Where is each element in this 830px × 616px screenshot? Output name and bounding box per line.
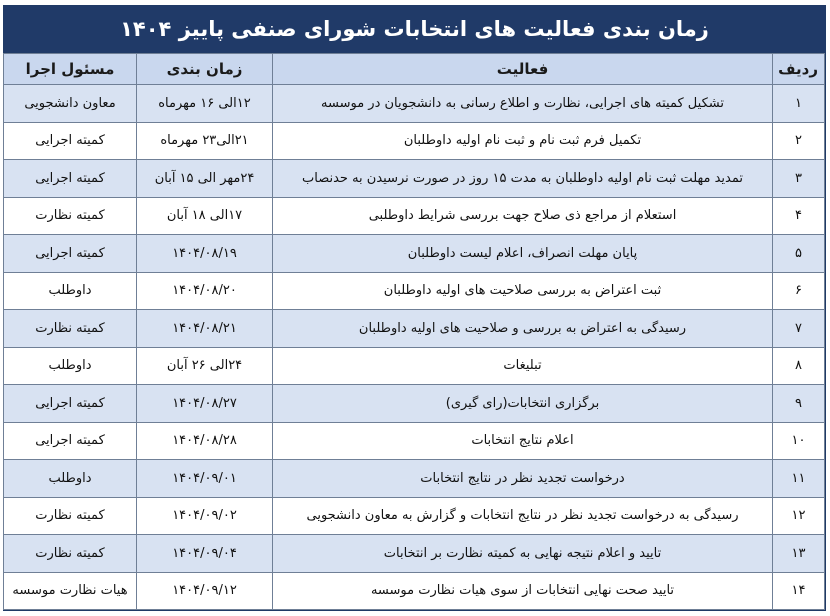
timing-cell: ۱۴۰۴/۰۸/۲۱	[137, 310, 273, 348]
activity-cell: تکمیل فرم ثبت نام و ثبت نام اولیه داوطلبان	[273, 122, 773, 160]
header-timing: زمان بندی	[137, 54, 273, 85]
header-row-number: ردیف	[773, 54, 825, 85]
table-row	[4, 272, 825, 310]
header-responsible: مسئول اجرا	[4, 54, 137, 85]
schedule-title: زمان بندی فعالیت های انتخابات شورای صنفی پاییز ۱۴۰۴	[4, 6, 825, 53]
responsible-cell: کمیته اجرایی	[4, 385, 137, 423]
row-number-cell: ۷	[773, 310, 825, 348]
table-row	[4, 197, 825, 235]
header-row	[4, 54, 825, 85]
activity-cell: تایید صحت نهایی انتخابات از سوی هیات نظارت موسسه	[273, 572, 773, 610]
table-row	[4, 85, 825, 123]
timing-cell: ۱۲الی ۱۶ مهرماه	[137, 85, 273, 123]
row-number-cell: ۱۳	[773, 535, 825, 573]
responsible-cell: داوطلب	[4, 460, 137, 498]
responsible-cell: کمیته نظارت	[4, 497, 137, 535]
responsible-cell: کمیته نظارت	[4, 535, 137, 573]
row-number-cell: ۱۱	[773, 460, 825, 498]
activity-cell: تشکیل کمیته های اجرایی، نظارت و اطلاع رسانی به دانشجویان در موسسه	[273, 85, 773, 123]
row-number-cell: ۱۲	[773, 497, 825, 535]
row-number-cell: ۵	[773, 235, 825, 273]
schedule-table	[3, 53, 825, 610]
timing-cell: ۱۴۰۴/۰۸/۲۸	[137, 422, 273, 460]
activity-cell: ثبت اعتراض به بررسی صلاحیت های اولیه داوطلبان	[273, 272, 773, 310]
timing-cell: ۱۴۰۴/۰۹/۰۱	[137, 460, 273, 498]
responsible-cell: کمیته اجرایی	[4, 122, 137, 160]
table-row	[4, 235, 825, 273]
timing-cell: ۲۴الی ۲۶ آبان	[137, 347, 273, 385]
timing-cell: ۱۴۰۴/۰۹/۱۲	[137, 572, 273, 610]
timing-cell: ۱۴۰۴/۰۹/۰۴	[137, 535, 273, 573]
responsible-cell: کمیته نظارت	[4, 310, 137, 348]
table-row	[4, 385, 825, 423]
activity-cell: برگزاری انتخابات(رای گیری)	[273, 385, 773, 423]
activity-cell: پایان مهلت انصراف، اعلام لیست داوطلبان	[273, 235, 773, 273]
timing-cell: ۲۴مهر الی ۱۵ آبان	[137, 160, 273, 198]
activity-cell: تبلیغات	[273, 347, 773, 385]
row-number-cell: ۸	[773, 347, 825, 385]
table-row	[4, 347, 825, 385]
row-number-cell: ۳	[773, 160, 825, 198]
timing-cell: ۱۴۰۴/۰۸/۲۷	[137, 385, 273, 423]
responsible-cell: کمیته اجرایی	[4, 235, 137, 273]
table-row	[4, 422, 825, 460]
activity-cell: استعلام از مراجع ذی صلاح جهت بررسی شرایط داوطلبی	[273, 197, 773, 235]
schedule-sheet	[3, 5, 826, 611]
table-row	[4, 122, 825, 160]
timing-cell: ۱۴۰۴/۰۸/۱۹	[137, 235, 273, 273]
timing-cell: ۱۴۰۴/۰۸/۲۰	[137, 272, 273, 310]
responsible-cell: کمیته اجرایی	[4, 422, 137, 460]
header-activity: فعالیت	[273, 54, 773, 85]
activity-cell: اعلام نتایج انتخابات	[273, 422, 773, 460]
row-number-cell: ۱	[773, 85, 825, 123]
table-row	[4, 497, 825, 535]
activity-cell: تمدید مهلت ثبت نام اولیه داوطلبان به مدت ۱۵ روز در صورت نرسیدن به حدنصاب	[273, 160, 773, 198]
table-row	[4, 310, 825, 348]
responsible-cell: هیات نظارت موسسه	[4, 572, 137, 610]
timing-cell: ۲۱الی۲۳ مهرماه	[137, 122, 273, 160]
responsible-cell: داوطلب	[4, 272, 137, 310]
table-row	[4, 572, 825, 610]
responsible-cell: معاون دانشجویی	[4, 85, 137, 123]
activity-cell: رسیدگی به اعتراض به بررسی و صلاحیت های اولیه داوطلبان	[273, 310, 773, 348]
table-row	[4, 460, 825, 498]
timing-cell: ۱۴۰۴/۰۹/۰۲	[137, 497, 273, 535]
responsible-cell: کمیته اجرایی	[4, 160, 137, 198]
table-row	[4, 160, 825, 198]
activity-cell: رسیدگی به درخواست تجدید نظر در نتایج انتخابات و گزارش به معاون دانشجویی	[273, 497, 773, 535]
activity-cell: درخواست تجدید نظر در نتایج انتخابات	[273, 460, 773, 498]
timing-cell: ۱۷الی ۱۸ آبان	[137, 197, 273, 235]
row-number-cell: ۱۰	[773, 422, 825, 460]
row-number-cell: ۱۴	[773, 572, 825, 610]
activity-cell: تایید و اعلام نتیجه نهایی به کمیته نظارت بر انتخابات	[273, 535, 773, 573]
schedule-body	[4, 85, 825, 610]
row-number-cell: ۲	[773, 122, 825, 160]
row-number-cell: ۹	[773, 385, 825, 423]
responsible-cell: داوطلب	[4, 347, 137, 385]
row-number-cell: ۴	[773, 197, 825, 235]
responsible-cell: کمیته نظارت	[4, 197, 137, 235]
table-row	[4, 535, 825, 573]
row-number-cell: ۶	[773, 272, 825, 310]
